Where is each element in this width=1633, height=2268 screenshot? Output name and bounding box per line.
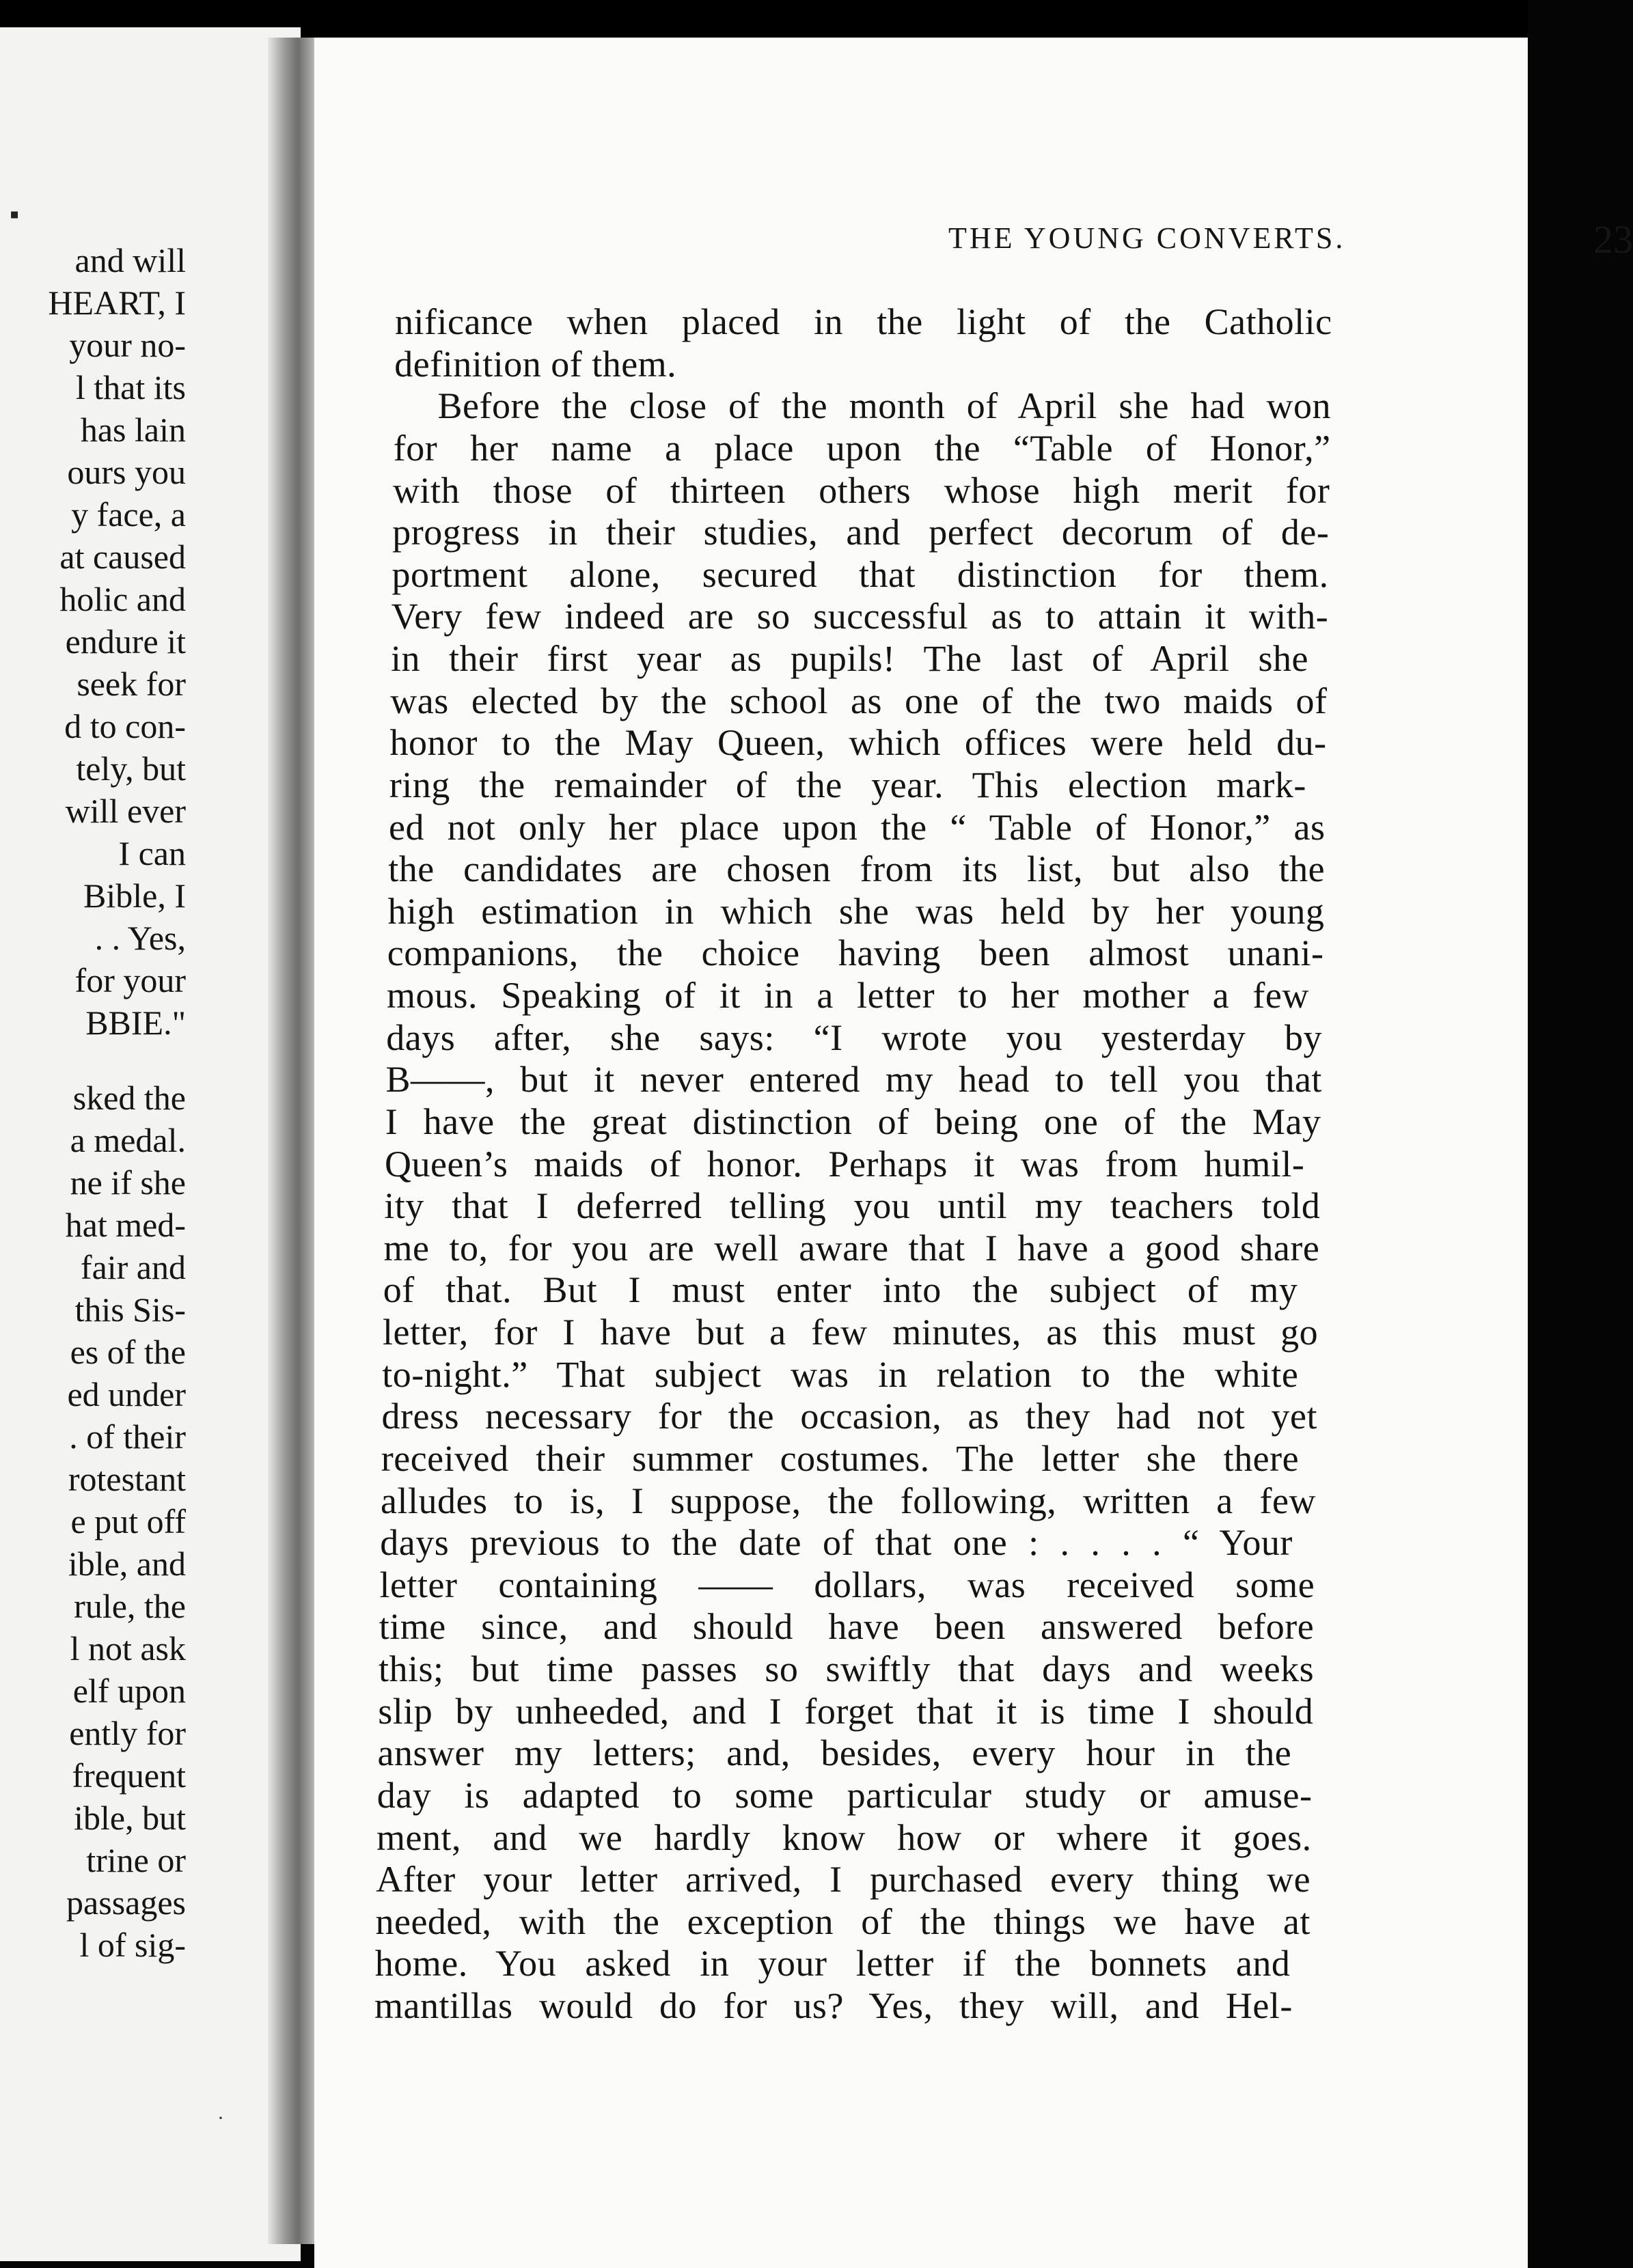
left-page-fragment: trine or: [86, 1841, 186, 1879]
body-line: letter containing —— dollars, was received some: [379, 1564, 1315, 1605]
left-page-fragment: will ever: [65, 792, 186, 830]
left-page-fragment: hat med-: [65, 1206, 186, 1244]
left-page-fragment: l not ask: [70, 1629, 186, 1668]
left-page-fragment: sked the: [72, 1079, 186, 1117]
body-line: day is adapted to some particular study or amuse-: [376, 1774, 1313, 1816]
body-line: honor to the May Queen, which offices were held du-: [389, 722, 1327, 764]
body-line: B——, but it never entered my head to tell you that: [385, 1059, 1322, 1101]
left-page-fragment: tely, but: [76, 749, 186, 788]
page-number: 23: [1593, 217, 1633, 262]
body-line: I have the great distinction of being one of the May: [385, 1101, 1321, 1142]
body-line: days after, she says: “I wrote you yesterday by: [386, 1017, 1323, 1058]
body-line: answer my letters; and, besides, every hour in the: [377, 1732, 1292, 1774]
body-line: days previous to the date of that one : . . . . “ Your: [380, 1522, 1293, 1564]
body-line: companions, the choice having been almost unani-: [387, 932, 1324, 974]
body-line: for her name a place upon the “Table of Honor,”: [393, 427, 1331, 469]
body-line: ity that I deferred telling you until my teachers told: [384, 1185, 1321, 1227]
body-line: time since, and should have been answered before: [379, 1606, 1315, 1648]
body-line: needed, with the exception of the things we have at: [375, 1900, 1310, 1942]
body-line: portment alone, secured that distinction for them.: [392, 553, 1329, 595]
body-line: ed not only her place upon the “ Table of Honor,” as: [389, 806, 1326, 848]
body-line: mantillas would do for us? Yes, they will, and Hel-: [374, 1985, 1293, 2026]
left-page-fragment: your no-: [69, 326, 186, 364]
running-head: THE YOUNG CONVERTS.: [948, 221, 1346, 255]
body-line: Very few indeed are so successful as to attain it with-: [391, 596, 1329, 637]
left-page-fragment: rotestant: [68, 1460, 186, 1498]
left-page-speck: ·: [217, 2107, 224, 2129]
left-page-fragment: seek for: [77, 665, 186, 703]
left-page-fragment: l of sig-: [79, 1926, 186, 1964]
left-page-fragment: ne if she: [70, 1163, 186, 1202]
left-page-fragment: ently for: [69, 1714, 186, 1752]
left-page-fragment: l that its: [75, 368, 186, 406]
body-line: was elected by the school as one of the two maids of: [390, 680, 1328, 721]
body-line: the candidates are chosen from its list, but also the: [388, 848, 1326, 890]
left-page-fragment: a medal.: [70, 1121, 186, 1159]
left-page-fragment: d to con-: [64, 707, 186, 745]
left-page-fragment: passages: [66, 1883, 186, 1922]
left-page-fragment: has lain: [80, 411, 186, 449]
body-line: with those of thirteen others whose high merit for: [393, 469, 1330, 511]
body-line: to-night.” That subject was in relation to the white: [382, 1353, 1299, 1395]
left-page-fragment: frequent: [72, 1756, 186, 1795]
body-line: alludes to is, I suppose, the following, written a few: [381, 1480, 1316, 1521]
body-line: letter, for I have but a few minutes, as this must go: [383, 1312, 1319, 1353]
left-page-fragment: e put off: [70, 1502, 186, 1540]
left-page-fragment: this Sis-: [74, 1290, 186, 1329]
body-line: of that. But I must enter into the subject of my: [383, 1269, 1298, 1311]
body-line: nificance when placed in the light of the Catholic: [395, 301, 1332, 342]
body-line: slip by unheeded, and I forget that it is time I should: [378, 1690, 1314, 1732]
left-page-fragment: . of their: [69, 1418, 186, 1456]
left-page-fragment: BBIE.": [85, 1004, 186, 1042]
left-page-fragment: elf upon: [72, 1672, 186, 1710]
body-line: received their summer costumes. The letter she there: [381, 1437, 1300, 1479]
left-page-fragment: . . Yes,: [94, 919, 186, 957]
left-page-fragment: Bible, I: [83, 876, 186, 915]
left-page-fragment: endure it: [65, 622, 186, 661]
left-page-margin-mark: ▪: [10, 199, 20, 230]
body-line: this; but time passes so swiftly that days and weeks: [379, 1648, 1315, 1689]
body-line: ment, and we hardly know how or where it goes.: [376, 1816, 1312, 1858]
body-line: progress in their studies, and perfect decorum of de-: [392, 512, 1330, 553]
left-page-fragment: rule, the: [74, 1587, 186, 1625]
left-page-fragment: fair and: [80, 1248, 186, 1286]
left-page-fragment: and will: [74, 241, 186, 279]
body-line: me to, for you are well aware that I have a good share: [383, 1227, 1320, 1269]
body-line: home. You asked in your letter if the bonnets and: [374, 1943, 1291, 1984]
body-line: high estimation in which she was held by her young: [387, 890, 1325, 932]
body-line: in their first year as pupils! The last of April she: [391, 638, 1308, 679]
left-page-fragment: holic and: [59, 580, 186, 618]
body-line: Before the close of the month of April she had won: [437, 385, 1332, 427]
body-line: mous. Speaking of it in a letter to her mother a few: [387, 975, 1309, 1016]
left-page-fragment: I can: [118, 834, 186, 872]
left-page-fragment: ible, but: [74, 1799, 186, 1837]
body-line: Queen’s maids of honor. Perhaps it was from humil-: [385, 1143, 1305, 1185]
left-page-fragment: es of the: [70, 1333, 186, 1371]
left-page-fragment: y face, a: [71, 495, 186, 534]
left-page-fragment: ible, and: [68, 1545, 186, 1583]
book-page: [314, 38, 1633, 2268]
body-line: ring the remainder of the year. This election mark-: [389, 764, 1306, 805]
left-page-fragment: ed under: [67, 1375, 186, 1413]
left-page-fragment: for your: [74, 961, 186, 999]
left-page-fragment: at caused: [59, 538, 186, 576]
left-page-fragment: ours you: [67, 453, 186, 491]
body-line: dress necessary for the occasion, as they had not yet: [381, 1396, 1318, 1437]
body-line: After your letter arrived, I purchased every thing we: [376, 1859, 1311, 1900]
facing-page-left: [0, 27, 301, 2261]
left-page-fragment: HEART, I: [48, 284, 186, 322]
body-line: definition of them.: [394, 343, 677, 385]
